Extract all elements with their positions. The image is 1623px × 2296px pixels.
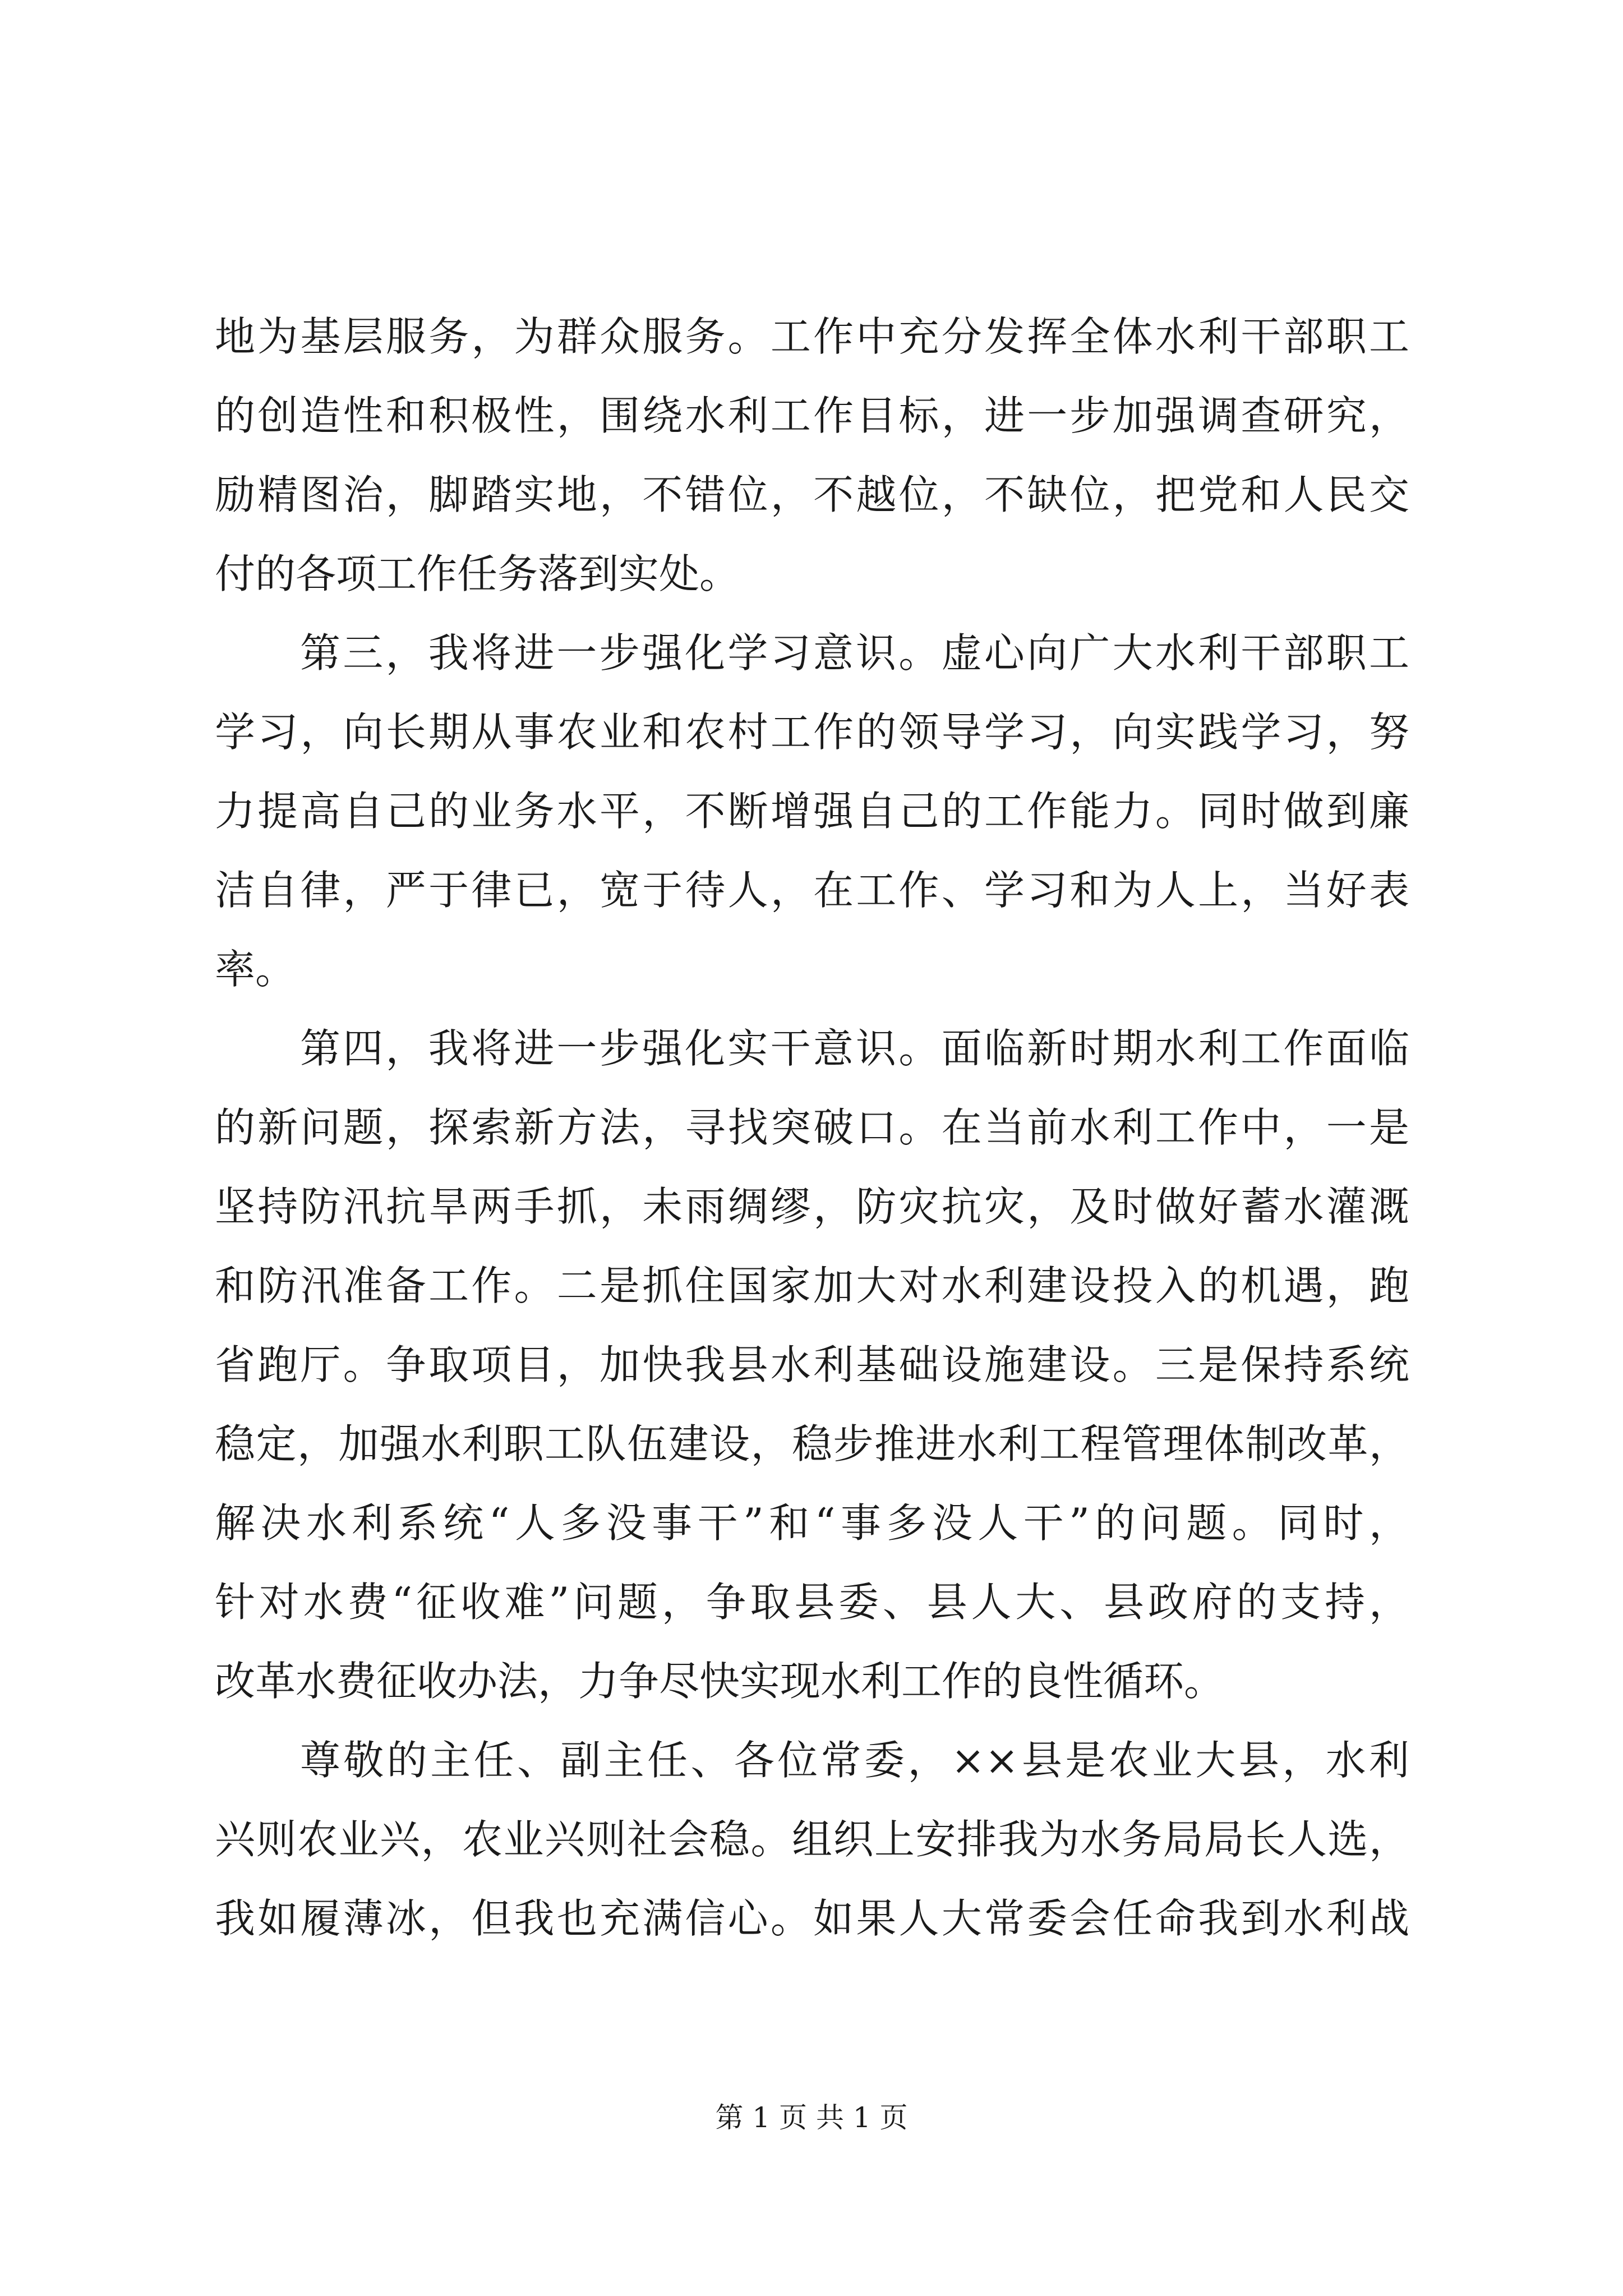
text-line: 励精图治，脚踏实地，不错位，不越位，不缺位，把党和人民交 (215, 471, 1409, 518)
text-line: 针对水费“征收难”问题，争取县委、县人大、县政府的支持， (215, 1579, 1409, 1626)
text-line: 学习，向长期从事农业和农村工作的领导学习，向实践学习，努 (215, 708, 1409, 756)
text-line: 兴则农业兴，农业兴则社会稳。组织上安排我为水务局局长人选， (215, 1816, 1409, 1863)
text-line: 力提高自己的业务水平，不断增强自己的工作能力。同时做到廉 (215, 788, 1409, 835)
text-line: 付的各项工作任务落到实处。 (215, 550, 740, 597)
text-line: 率。 (215, 946, 296, 993)
text-line: 改革水费征收办法，力争尽快实现水利工作的良性循环。 (215, 1658, 1225, 1705)
text-line: 的新问题，探索新方法，寻找突破口。在当前水利工作中，一是 (215, 1104, 1409, 1151)
text-line: 坚持防汛抗旱两手抓，未雨绸缪，防灾抗灾，及时做好蓄水灌溉 (215, 1183, 1409, 1230)
paragraph-first-line: 第三，我将进一步强化学习意识。虚心向广大水利干部职工 (300, 629, 1409, 677)
text-line: 我如履薄冰，但我也充满信心。如果人大常委会任命我到水利战 (215, 1895, 1409, 1942)
text-line: 解决水利系统“人多没事干”和“事多没人干”的问题。同时， (215, 1499, 1409, 1547)
document-body (215, 297, 1409, 1958)
text-line: 稳定，加强水利职工队伍建设，稳步推进水利工程管理体制改革， (215, 1420, 1409, 1467)
page-footer: 第 1 页 共 1 页 (715, 2101, 908, 2134)
text-line: 的创造性和积极性，围绕水利工作目标，进一步加强调查研究， (215, 392, 1409, 439)
paragraph-first-line: 第四，我将进一步强化实干意识。面临新时期水利工作面临 (300, 1025, 1409, 1072)
text-line: 洁自律，严于律已，宽于待人，在工作、学习和为人上，当好表 (215, 867, 1409, 914)
text-line: 地为基层服务，为群众服务。工作中充分发挥全体水利干部职工 (215, 313, 1409, 360)
paragraph-first-line: 尊敬的主任、副主任、各位常委，××县是农业大县，水利 (300, 1737, 1409, 1784)
text-line: 和防汛准备工作。二是抓住国家加大对水利建设投入的机遇，跑 (215, 1262, 1409, 1309)
text-line: 省跑厅。争取项目，加快我县水利基础设施建设。三是保持系统 (215, 1341, 1409, 1388)
